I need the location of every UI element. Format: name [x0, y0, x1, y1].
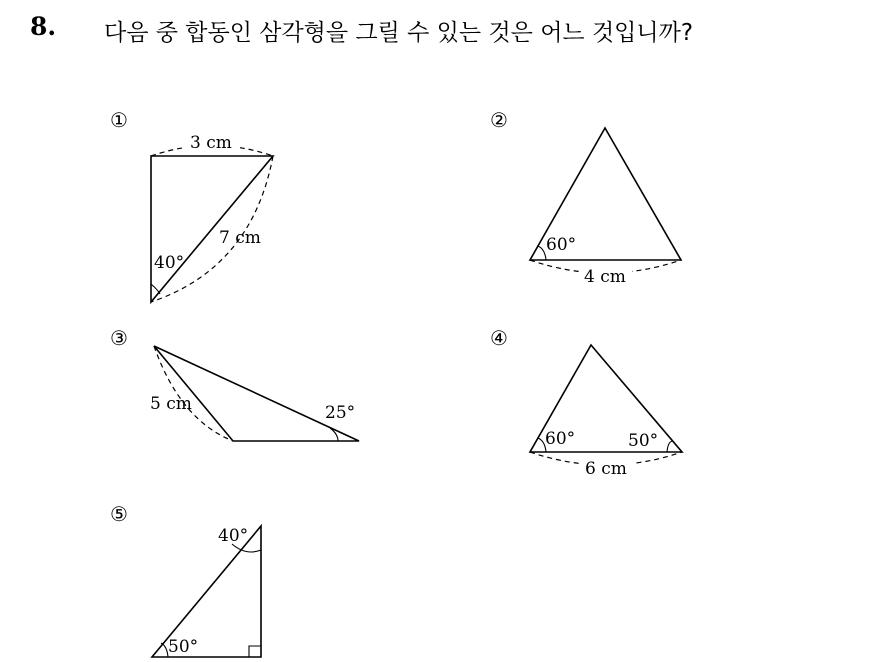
- figure-1-angle-arc: [151, 284, 160, 294]
- figure-4-angle-arc-right: [667, 441, 673, 452]
- figure-5-triangle: [152, 526, 261, 657]
- figure-1-label-side: 7 cm: [219, 228, 261, 248]
- choice-marker-2[interactable]: ②: [490, 108, 508, 132]
- choice-marker-5[interactable]: ⑤: [110, 502, 128, 526]
- figure-2-label-angle: 60°: [546, 235, 577, 255]
- figure-5-label-angle-top: 40°: [218, 526, 249, 546]
- figure-4-label-angle-left: 60°: [545, 429, 576, 449]
- figure-3-label-side: 5 cm: [150, 394, 192, 414]
- figure-1-label-angle: 40°: [154, 253, 185, 273]
- question-text: 다음 중 합동인 삼각형을 그릴 수 있는 것은 어느 것입니까?: [104, 20, 694, 46]
- figure-3-triangle: [150, 346, 359, 441]
- figure-4-label-angle-right: 50°: [628, 431, 659, 451]
- figure-2-angle-arc: [538, 246, 546, 260]
- figure-1-triangle: [151, 131, 273, 302]
- figure-2-triangle: [530, 128, 681, 287]
- figure-3-label-angle: 25°: [325, 403, 356, 423]
- figure-4-label-base: 6 cm: [585, 459, 627, 479]
- choice-marker-4[interactable]: ④: [490, 326, 508, 350]
- choice-marker-1[interactable]: ①: [110, 108, 128, 132]
- figure-4-triangle: [530, 345, 682, 479]
- question-number: 8.: [30, 12, 57, 41]
- figure-2-label-base: 4 cm: [584, 267, 626, 287]
- choice-marker-3[interactable]: ③: [110, 326, 128, 350]
- figure-1-label-top: 3 cm: [190, 133, 232, 153]
- figure-5-right-angle-mark: [249, 646, 261, 657]
- figure-5-label-angle-bottom: 50°: [168, 637, 199, 657]
